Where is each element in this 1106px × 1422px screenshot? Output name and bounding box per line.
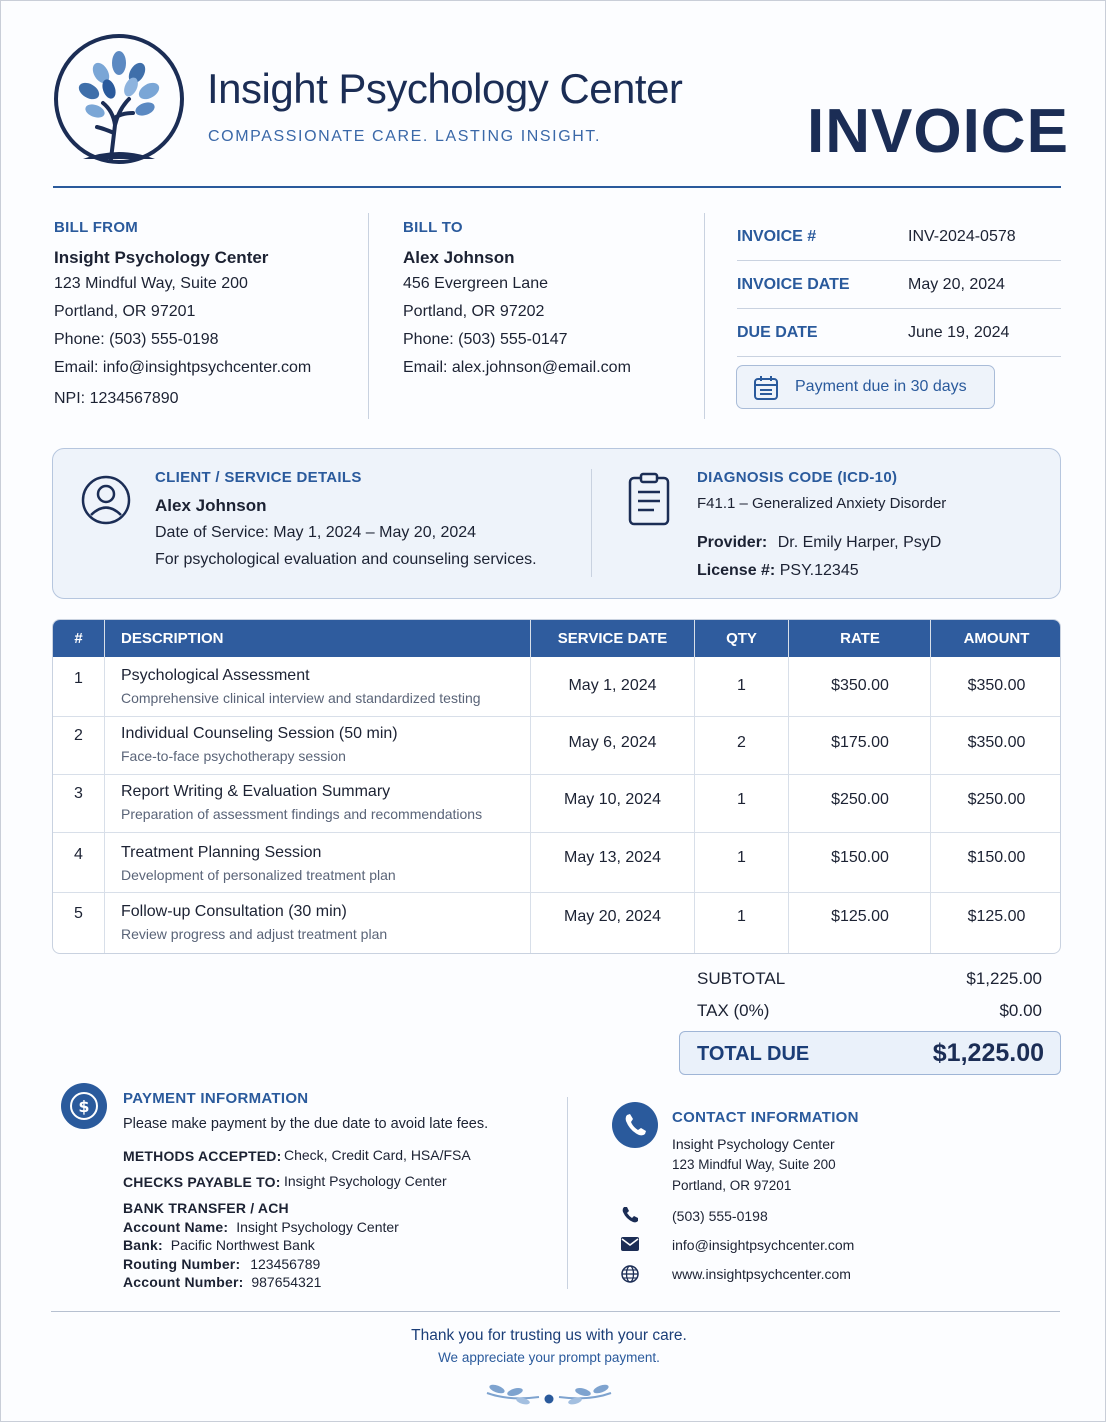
- bill-from-address2: Portland, OR 97201: [54, 303, 196, 320]
- svg-text:$: $: [78, 1097, 90, 1116]
- payable-value: Insight Psychology Center: [284, 1173, 447, 1189]
- row-number: 1: [74, 670, 83, 687]
- methods-label: METHODS ACCEPTED:: [123, 1148, 282, 1164]
- row-qty: 1: [737, 791, 746, 808]
- routing-line: [123, 1256, 320, 1272]
- row-rate: $350.00: [831, 677, 889, 694]
- footer-appreciation: We appreciate your prompt payment.: [438, 1350, 660, 1365]
- row-amount: $350.00: [967, 734, 1026, 751]
- contact-name: Insight Psychology Center: [672, 1136, 835, 1152]
- diagnosis-code: F41.1 – Generalized Anxiety Disorder: [697, 495, 947, 512]
- total-due-label: TOTAL DUE: [697, 1043, 810, 1065]
- bill-from-block: [54, 219, 354, 413]
- contact-address1: 123 Mindful Way, Suite 200: [672, 1157, 836, 1172]
- row-description: [121, 783, 482, 822]
- provider-line: [697, 534, 941, 552]
- row-rate: $125.00: [831, 908, 889, 925]
- leaf-ornament: [479, 1381, 619, 1411]
- row-service-date: May 6, 2024: [568, 734, 657, 751]
- card-divider: [591, 469, 592, 577]
- payable-label: CHECKS PAYABLE TO:: [123, 1174, 281, 1190]
- invoice-number-row: [737, 213, 1061, 261]
- total-due-box: [679, 1031, 1061, 1075]
- row-service-date: May 13, 2024: [564, 849, 661, 866]
- methods-value: Check, Credit Card, HSA/FSA: [284, 1147, 471, 1163]
- row-number: 4: [74, 846, 83, 863]
- column-divider: [704, 213, 705, 419]
- row-title: Follow-up Consultation (30 min): [121, 903, 347, 920]
- payment-due-badge: [736, 365, 995, 409]
- payment-info-title: PAYMENT INFORMATION: [123, 1090, 309, 1107]
- bill-to-name: Alex Johnson: [403, 248, 515, 267]
- phone-icon: [620, 1205, 640, 1225]
- bank-label: Bank:: [123, 1237, 163, 1253]
- company-name: Insight Psychology Center: [207, 65, 683, 112]
- account-number-value: 987654321: [251, 1274, 322, 1290]
- footer-thanks: Thank you for trusting us with your care.: [411, 1327, 687, 1344]
- due-date-label: DUE DATE: [737, 323, 818, 341]
- clipboard-icon: [627, 472, 671, 526]
- contact-website: www.insightpsychcenter.com: [672, 1266, 851, 1282]
- license-label: License #:: [697, 562, 776, 579]
- row-number: 5: [74, 905, 83, 922]
- account-number-line: [123, 1274, 321, 1290]
- bill-to-address2: Portland, OR 97202: [403, 303, 545, 320]
- bill-from-phone: Phone: (503) 555-0198: [54, 331, 219, 348]
- subtotal-value: $1,225.00: [966, 969, 1042, 988]
- row-subtitle: Review progress and adjust treatment plan: [121, 926, 388, 942]
- bill-to-phone: Phone: (503) 555-0147: [403, 331, 568, 348]
- mail-icon: [620, 1236, 640, 1252]
- contact-email: info@insightpsychcenter.com: [672, 1237, 855, 1253]
- contact-phone: (503) 555-0198: [672, 1208, 768, 1224]
- row-description: [121, 903, 387, 942]
- footer-column-divider: [567, 1097, 568, 1289]
- row-description: [121, 667, 481, 706]
- row-subtitle: Comprehensive clinical interview and standardized testing: [121, 690, 481, 706]
- phone-circle-icon: [612, 1102, 658, 1148]
- row-qty: 2: [737, 734, 746, 751]
- bill-to-address1: 456 Evergreen Lane: [403, 275, 548, 292]
- total-due-value: $1,225.00: [932, 1039, 1044, 1067]
- row-service-date: May 10, 2024: [564, 791, 661, 808]
- invoice-date: May 20, 2024: [908, 275, 1005, 293]
- contact-info-title: CONTACT INFORMATION: [672, 1109, 859, 1126]
- row-description: [121, 844, 396, 883]
- dollar-icon: [61, 1083, 107, 1129]
- row-amount: $150.00: [967, 849, 1026, 866]
- row-title: Psychological Assessment: [121, 667, 310, 684]
- footer-divider: [51, 1311, 1060, 1312]
- bill-to-block: [403, 219, 693, 382]
- invoice-date-row: [737, 261, 1061, 309]
- routing-label: Routing Number:: [123, 1256, 241, 1272]
- row-rate: $175.00: [831, 734, 889, 751]
- bill-from-name: Insight Psychology Center: [54, 248, 269, 267]
- column-divider: [368, 213, 369, 419]
- col-rate-header: RATE: [840, 630, 880, 647]
- col-qty-header: QTY: [726, 630, 757, 647]
- row-qty: 1: [737, 677, 746, 694]
- company-tagline: COMPASSIONATE CARE. LASTING INSIGHT.: [208, 128, 602, 145]
- provider-label: Provider:: [697, 534, 768, 551]
- account-number-label: Account Number:: [123, 1274, 244, 1290]
- row-rate: $150.00: [831, 849, 889, 866]
- subtotal-label: SUBTOTAL: [697, 969, 786, 988]
- invoice-number-label: INVOICE #: [737, 227, 817, 245]
- line-items-table: [52, 619, 1061, 954]
- row-subtitle: Development of personalized treatment plan: [121, 867, 396, 883]
- row-service-date: May 20, 2024: [564, 908, 661, 925]
- license-number: PSY.12345: [779, 562, 859, 579]
- tree-logo: [53, 33, 185, 165]
- date-of-service: Date of Service: May 1, 2024 – May 20, 2024: [155, 524, 477, 541]
- account-name-line: [123, 1219, 399, 1235]
- col-description-header: DESCRIPTION: [121, 630, 224, 647]
- bank-transfer-title: BANK TRANSFER / ACH: [123, 1200, 289, 1216]
- invoice-date-label: INVOICE DATE: [737, 275, 850, 293]
- row-amount: $125.00: [967, 908, 1026, 925]
- document-title: INVOICE: [807, 97, 1069, 166]
- row-subtitle: Preparation of assessment findings and recommendations: [121, 806, 483, 822]
- col-service-date-header: SERVICE DATE: [557, 630, 668, 647]
- contact-address2: Portland, OR 97201: [672, 1178, 792, 1193]
- routing-value: 123456789: [250, 1256, 321, 1272]
- row-amount: $350.00: [967, 677, 1026, 694]
- bill-to-label: BILL TO: [403, 219, 463, 236]
- payment-due-note: Payment due in 30 days: [795, 378, 967, 395]
- row-title: Individual Counseling Session (50 min): [121, 725, 398, 742]
- bill-from-npi: NPI: 1234567890: [54, 390, 179, 407]
- row-rate: $250.00: [831, 791, 889, 808]
- license-line: [697, 562, 859, 580]
- row-subtitle: Face-to-face psychotherapy session: [121, 748, 346, 764]
- bill-from-address1: 123 Mindful Way, Suite 200: [54, 275, 248, 292]
- account-name-value: Insight Psychology Center: [236, 1219, 399, 1235]
- header-divider: [53, 186, 1061, 188]
- client-name: Alex Johnson: [155, 496, 267, 515]
- bank-line: [123, 1237, 315, 1253]
- invoice-number: INV-2024-0578: [908, 227, 1016, 245]
- row-service-date: May 1, 2024: [568, 677, 657, 694]
- row-description: [121, 725, 398, 764]
- account-name-label: Account Name:: [123, 1219, 229, 1235]
- col-num-header: #: [74, 630, 83, 647]
- row-qty: 1: [737, 908, 746, 925]
- bill-from-email: Email: info@insightpsychcenter.com: [54, 359, 312, 376]
- diagnosis-title: DIAGNOSIS CODE (ICD-10): [697, 469, 898, 486]
- table-header: [53, 620, 1061, 657]
- row-qty: 1: [737, 849, 746, 866]
- calendar-icon: [753, 375, 779, 401]
- client-details-title: CLIENT / SERVICE DETAILS: [155, 469, 362, 486]
- col-amount-header: AMOUNT: [963, 630, 1030, 647]
- bill-from-label: BILL FROM: [54, 219, 139, 236]
- row-title: Report Writing & Evaluation Summary: [121, 783, 391, 800]
- payment-note: Please make payment by the due date to avoid late fees.: [123, 1116, 489, 1132]
- row-amount: $250.00: [967, 791, 1026, 808]
- service-purpose: For psychological evaluation and counseling services.: [155, 551, 537, 568]
- bank-value: Pacific Northwest Bank: [170, 1237, 315, 1253]
- row-title: Treatment Planning Session: [121, 844, 322, 861]
- due-date-row: [737, 309, 1061, 357]
- due-date: June 19, 2024: [908, 323, 1010, 341]
- details-card: [52, 448, 1061, 599]
- invoice-meta: [737, 213, 1061, 357]
- tax-label: TAX (0%): [697, 1001, 770, 1020]
- globe-icon: [620, 1264, 640, 1284]
- tax-value: $0.00: [999, 1001, 1042, 1020]
- user-icon: [80, 474, 132, 526]
- bill-to-email: Email: alex.johnson@email.com: [403, 359, 631, 376]
- provider-name: Dr. Emily Harper, PsyD: [777, 534, 942, 551]
- row-number: 3: [74, 785, 83, 802]
- row-number: 2: [74, 727, 83, 744]
